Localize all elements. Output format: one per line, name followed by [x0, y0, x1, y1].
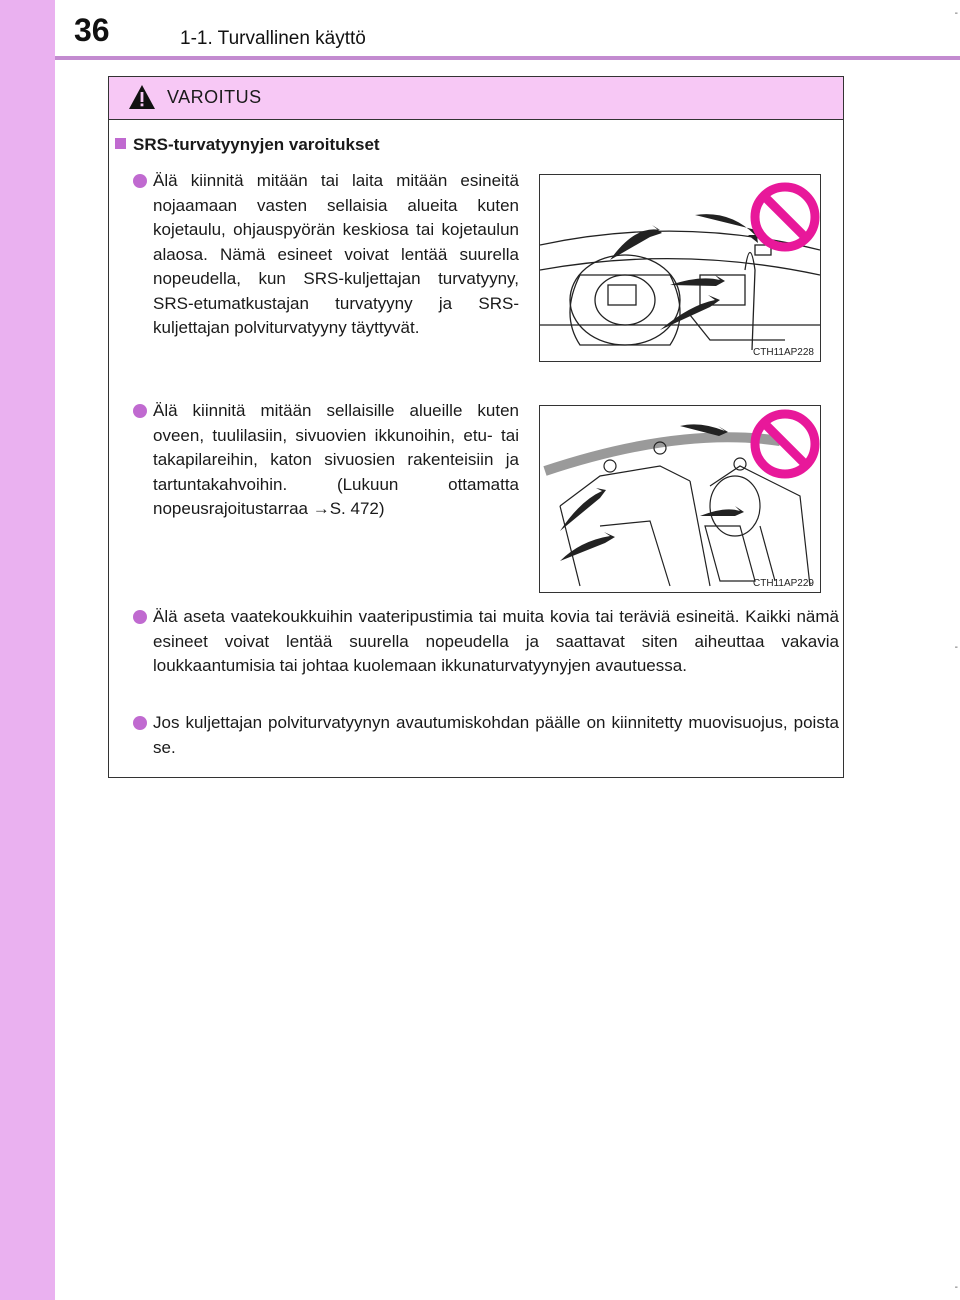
bullet-text: Älä aseta vaatekoukkuihin vaateripustimia tai muita kovia tai teräviä esineitä. Kaikki nämä esineet voivat lentää suurella nopeudella ja saattavat siten aiheuttaa vakavia loukkaantumisia tai johtaa kuolemaan ikkunaturvatyynyjen avautuessa. [153, 607, 839, 675]
figure-code: CTH11AP229 [753, 578, 814, 589]
section-title: 1-1. Turvallinen käyttö [180, 28, 366, 49]
warning-box [108, 76, 844, 778]
figure-cabin [539, 405, 821, 593]
warning-triangle-icon [127, 83, 157, 111]
dashboard-illustration [540, 175, 820, 361]
crop-mark: - [954, 1282, 958, 1293]
bullet-dot-icon [133, 610, 147, 624]
bullet-dot-icon [133, 716, 147, 730]
section-heading [115, 135, 380, 155]
figure-dashboard [539, 174, 821, 362]
header-divider [55, 56, 960, 60]
bullet-text: Jos kuljettajan polviturvatyynyn avautumiskohdan päälle on kiinnitetty muovisuojus, poista se. [153, 713, 839, 757]
warning-bullet [153, 399, 519, 522]
heading-text: SRS-turvatyynyjen varoitukset [133, 135, 380, 154]
warning-bullet [153, 605, 839, 679]
warning-title: VAROITUS [167, 87, 262, 107]
bullet-dot-icon [133, 404, 147, 418]
square-bullet-icon [115, 138, 126, 149]
crop-mark: - [954, 8, 958, 19]
bullet-text: Älä kiinnitä mitään sellaisille alueille kuten oveen, tuulilasiin, sivuovien ikkunoihin, etu- tai takapilareihin, katon sivuosien rakenteisiin ja tartuntakahvoihin. (Lukuun ottamatta nopeusrajoitustarraa →S. 472) [153, 401, 519, 518]
warning-header [109, 77, 843, 120]
bullet-dot-icon [133, 174, 147, 188]
figure-code: CTH11AP228 [753, 347, 814, 358]
chapter-side-tab [0, 0, 55, 1300]
bullet-text: Älä kiinnitä mitään tai laita mitään esineitä nojaamaan vasten sellaisia alueita kuten kojetaulu, ohjauspyörän keskiosa tai kojetaulun alaosa. Nämä esineet voivat lentää suurella nopeudella, kun SRS-kuljettajan turvatyyny, SRS-etumatkustajan turvatyyny ja SRS-kuljettajan polviturvatyyny täyttyvät. [153, 171, 519, 337]
page-number: 36 [74, 12, 110, 48]
cabin-illustration [540, 406, 820, 592]
crop-mark: - [954, 642, 958, 653]
warning-bullet [153, 711, 839, 760]
warning-bullet [153, 169, 519, 341]
